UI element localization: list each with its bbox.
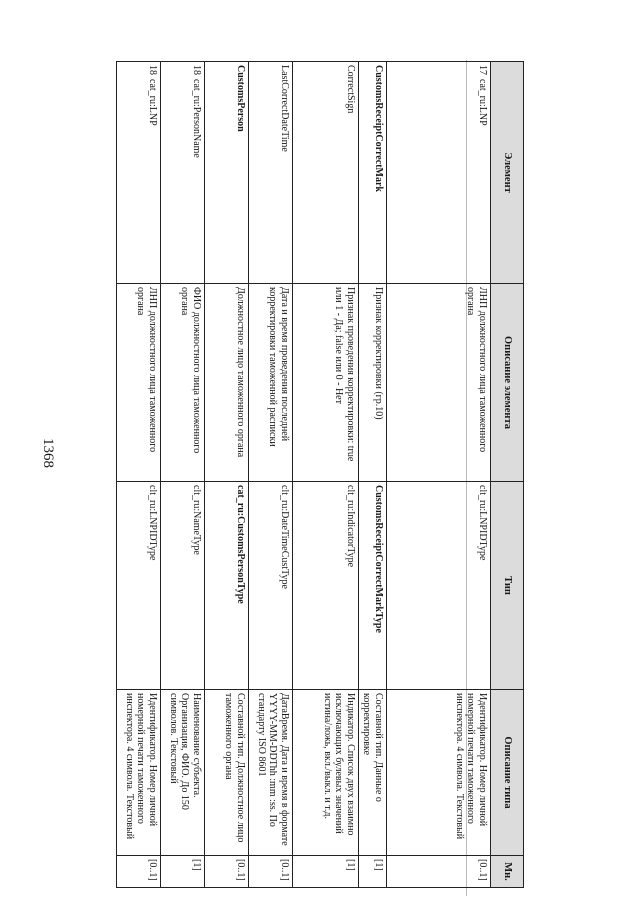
table-row — [116, 62, 160, 888]
element-cell — [160, 62, 204, 284]
element-cell — [248, 62, 292, 284]
row-number: 18 — [146, 65, 158, 75]
type-description-cell: Идентификатор. Номер личной номерной печати таможенного инспектора. 4 символа. Текстовый — [116, 690, 160, 856]
table-row — [204, 62, 248, 888]
table-row — [160, 62, 204, 888]
multiplicity-cell: [1] — [358, 856, 386, 888]
element-cell — [116, 62, 160, 284]
table-row — [292, 62, 358, 888]
element-cell — [292, 62, 358, 284]
element-description-cell: Должностное лицо таможенного органа — [204, 284, 248, 482]
row-number: 18 — [190, 65, 202, 75]
element-description-cell: ФИО должностного лица таможенного органа — [160, 284, 204, 482]
element-name: CustomsPerson — [234, 65, 246, 132]
element-name: cat_ru:PersonName — [190, 79, 202, 158]
header-element-description: Описание элемента — [491, 284, 524, 482]
type-description-cell: Составной тип. Данные о корректировке — [358, 690, 386, 856]
element-name: cat_ru:LNP — [477, 79, 488, 126]
header-type-description: Описание типа — [491, 690, 524, 856]
row-number: 17 — [477, 65, 488, 75]
element-cell — [204, 62, 248, 284]
table-row — [358, 62, 386, 888]
type-cell: CustomsReceiptCorrectMarkType — [358, 482, 386, 690]
element-name: cat_ru:LNP — [146, 79, 158, 126]
type-description-cell: Индикатор. Список двух взаимно исключающих булевых значений истина/ложь, вкл./выкл. и т.д. — [292, 690, 358, 856]
header-type: Тип — [491, 482, 524, 690]
element-cell — [387, 62, 491, 284]
header-multiplicity: Мн. — [491, 856, 524, 888]
element-description-cell: Дата и время проведения последней корректировки таможенной расписки — [248, 284, 292, 482]
type-description-cell: Наименование субъекта. Организация, ФИО. До 150 символов. Текстовый — [160, 690, 204, 856]
page-number: 1368 — [40, 438, 56, 468]
rotated-table-container — [118, 61, 524, 887]
multiplicity-cell: [0..1] — [116, 856, 160, 888]
type-cell: clt_ru:DateTimeCustType — [248, 482, 292, 690]
multiplicity-cell: [1] — [292, 856, 358, 888]
table-row — [248, 62, 292, 888]
element-name: LastCorrectDateTime — [278, 65, 290, 152]
element-name: CorrectSign — [344, 65, 356, 114]
type-description-cell: Идентификатор. Номер личной номерной печати таможенного инспектора. 4 символа. Текстовый — [387, 690, 491, 856]
element-description-cell: ЛНП должностного лица таможенного органа — [116, 284, 160, 482]
table-row — [387, 62, 491, 888]
type-cell: cat_ru:CustomsPersonType — [204, 482, 248, 690]
element-description-cell: Признак корректировки (гр.10) — [358, 284, 386, 482]
type-cell: clt_ru:LNPIDType — [116, 482, 160, 690]
multiplicity-cell: [0..1] — [204, 856, 248, 888]
header-element: Элемент — [491, 62, 524, 284]
type-description-cell: ДатаВремя. Дата и время в формате YYYY-MM-DDThh :mm :ss. По стандарту ISO 8601 — [248, 690, 292, 856]
type-cell: clt_ru:LNPIDType — [387, 482, 491, 690]
elements-table — [116, 61, 524, 888]
element-description-cell: ЛНП должностного лица таможенного органа — [387, 284, 491, 482]
multiplicity-cell: [0..1] — [248, 856, 292, 888]
element-cell — [358, 62, 386, 284]
element-description-cell: Признак проведения корректировки: true или 1 - Да; false или 0 - Нет — [292, 284, 358, 482]
type-cell: clt_ru:IndicatorType — [292, 482, 358, 690]
element-name: CustomsReceiptCorrectMark — [373, 65, 384, 192]
type-description-cell: Составной тип. Должностное лицо таможенного органа — [204, 690, 248, 856]
table-header-row — [491, 62, 524, 888]
type-cell: clt_ru:NameType — [160, 482, 204, 690]
multiplicity-cell: [1] — [160, 856, 204, 888]
multiplicity-cell: [0..1] — [387, 856, 491, 888]
